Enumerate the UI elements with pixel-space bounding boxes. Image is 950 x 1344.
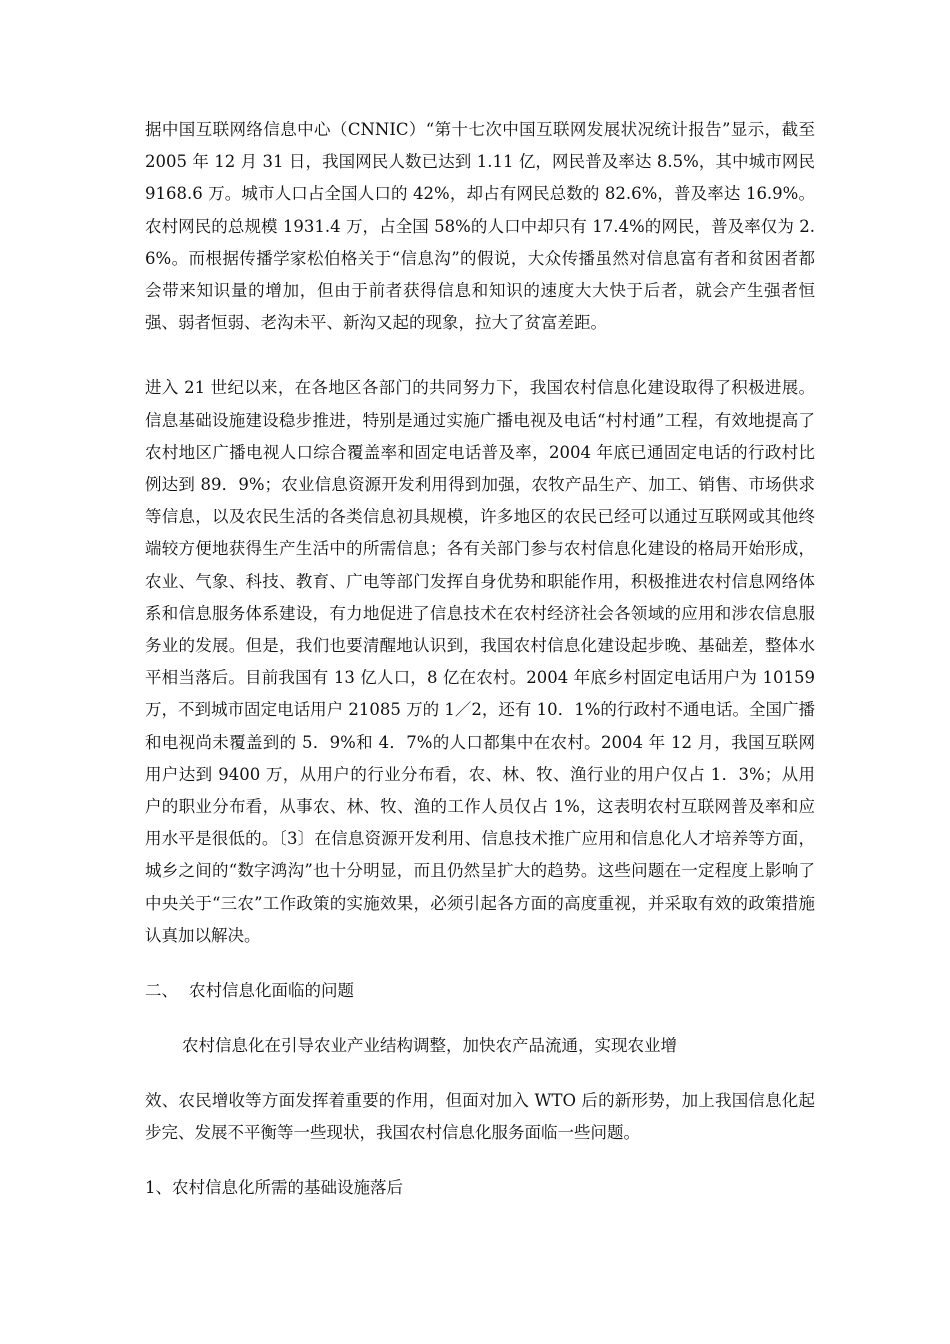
paragraph-cnnic-statistics: 据中国互联网络信息中心（CNNIC）“第十七次中国互联网发展状况统计报告”显示，截至 2005 年 12 月 31 日，我国网民人数已达到 1.11 亿，网民普及率达 8.5%，其中城市网民 9168.6 万。城市人口占全国人口的 42%，却占有网民总数的 82.6%，普及率达 16.9%。农村网民的总规模 1931.4 万，占全国 58%的人口中却只有 17.4%的网民，普及率仅为 2.6%。而根据传播学家松伯格关于“信息沟”的假说，大众传播虽然对信息富有者和贫困者都会带来知识量的增加，但由于前者获得信息和知识的速度大大快于后者，就会产生强者恒强、弱者恒弱、老沟未平、新沟又起的现象，拉大了贫富差距。 [145,120,815,333]
paragraph-spacer [145,1007,815,1030]
indented-line: 农村信息化在引导农业产业结构调整，加快农产品流通，实现农业增 [182,1036,677,1056]
paragraph-rural-informatization-progress: 进入 21 世纪以来，在各地区各部门的共同努力下，我国农村信息化建设取得了积极进展。信息基础设施建设稳步推进，特别是通过实施广播电视及电话“村村通”工程，有效地提高了农村地区广播电视人口综合覆盖率和固定电话普及率，2004 年底已通固定电话的行政村比例达到 89．9%；农业信息资源开发利用得到加强，农牧产品生产、加工、销售、市场供求等信息，以及农民生活的各类信息初具规模，许多地区的农民已经可以通过互联网或其他终端较方便地获得生产生活中的所需信息；各有关部门参与农村信息化建设的格局开始形成，农业、气象、科技、教育、广电等部门发挥自身优势和职能作用，积极推进农村信息网络体系和信息服务体系建设，有力地促进了信息技术在农村经济社会各领域的应用和涉农信息服务业的发展。但是，我们也要清醒地认识到，我国农村信息化建设起步晚、基础差，整体水平相当落后。目前我国有 13 亿人口，8 亿在农村。2004 年底乡村固定电话用户为 10159 万，不到城市固定电话用户 21085 万的 1／2，还有 10．1%的行政村不通电话。全国广播和电视尚未覆盖到的 5．9%和 4．7%的人口都集中在农村。2004 年 12 月，我国互联网用户达到 9400 万，从用户的行业分布看，农、林、牧、渔行业的用户仅占 1．3%；从用户的职业分布看，从事农、林、牧、渔的工作人员仅占 1%，这表明农村互联网普及率和应用水平是很低的。〔3〕在信息资源开发利用、信息技术推广应用和信息化人才培养等方面，城乡之间的“数字鸿沟”也十分明显，而且仍然呈扩大的趋势。这些问题在一定程度上影响了中央关于“三农”工作政策的实施效果，必须引起各方面的高度重视，并采取有效的政策措施认真加以解决。 [145,378,815,945]
paragraph-spacer [145,1062,815,1085]
subheading-infrastructure: 1、农村信息化所需的基础设施落后 [145,1178,403,1198]
paragraph-spacer [145,339,815,372]
section-number: 二、 [145,981,178,1001]
paragraph-spacer [145,952,815,975]
paragraph-spacer [145,1149,815,1172]
document-page [145,114,815,1204]
section-heading [145,975,815,1007]
section-title: 农村信息化面临的问题 [189,981,354,1001]
paragraph-challenges-intro: 效、农民增收等方面发挥着重要的作用，但面对加入 WTO 后的新形势，加上我国信息化起步完、发展不平衡等一些现状，我国农村信息化服务面临一些问题。 [145,1091,815,1143]
